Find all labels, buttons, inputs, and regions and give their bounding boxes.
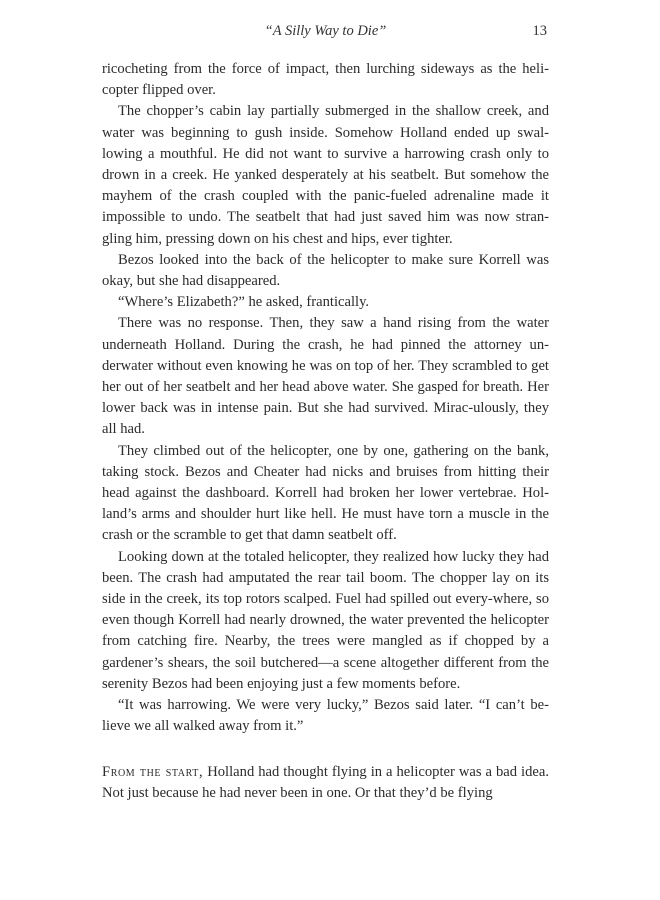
paragraph-5: There was no response. Then, they saw a hand rising from the water underneath Holland. During the crash, he had pinned the attorney un-derwater without even knowing he was on top of her. They scrambled to get her out of her seatbelt and her head above water. She gasped for breath. Her lower back was in intense pain. But she had survived. Mirac-ulously, they all had. — [102, 315, 549, 438]
page-number: 13 — [532, 23, 547, 39]
paragraph-8: “It was harrowing. We were very lucky,” Bezos said later. “I can’t be-lieve we all walked away from it.” — [102, 697, 549, 735]
paragraph-3: Bezos looked into the back of the helicopter to make sure Korrell was okay, but she had disappeared. — [102, 251, 549, 290]
body-text — [102, 59, 549, 804]
paragraph-1: ricocheting from the force of impact, then lurching sideways as the heli-copter flipped over. — [102, 61, 549, 99]
paragraph-7: Looking down at the totaled helicopter, they realized how lucky they had been. The crash had amputated the rear tail boom. The chopper lay on its side in the creek, its top rotors scalped. Fuel had spilled out every-where, so even though Korrell had nearly drowned, the water prevented the helicopter from catching fire. Nearby, the trees were mangled as if chopped by a gardener’s shears, the soil butchered—a scene altogether different from the serenity Bezos had been enjoying just a few moments before. — [102, 548, 549, 692]
paragraph-4: “Where’s Elizabeth?” he asked, frantically. — [118, 294, 370, 311]
section-lead-in: From the start, — [102, 763, 204, 780]
section-opening-paragraph — [102, 762, 549, 804]
paragraph-2: The chopper’s cabin lay partially submerged in the shallow creek, and water was beginning to gush inside. Somehow Holland ended up swal-lowing a mouthful. He did not want to survive a harrowing crash only to drown in a creek. He yanked desperately at his seatbelt. But somehow the mayhem of the crash coupled with the panic-fueled adrenaline made it impossible to undo. The seatbelt that had just saved him was now stran-gling him, pressing down on his chest and hips, ever tighter. — [102, 103, 549, 247]
section-opening-text: Holland had thought flying in a helicopter was a bad idea. Not just because he had never been in one. Or that they’d be flying — [102, 763, 549, 801]
running-head-title: “A Silly Way to Die” — [264, 23, 387, 39]
running-head — [102, 19, 549, 43]
paragraph-6: They climbed out of the helicopter, one by one, gathering on the bank, taking stock. Bezos and Cheater had nicks and bruises from hitting their head against the dashboard. Korrell had broken her lower vertebrae. Hol-land’s arms and shoulder hurt like hell. He must have torn a muscle in the crash or the scramble to get that damn seatbelt off. — [102, 442, 549, 544]
section-break — [102, 738, 549, 762]
